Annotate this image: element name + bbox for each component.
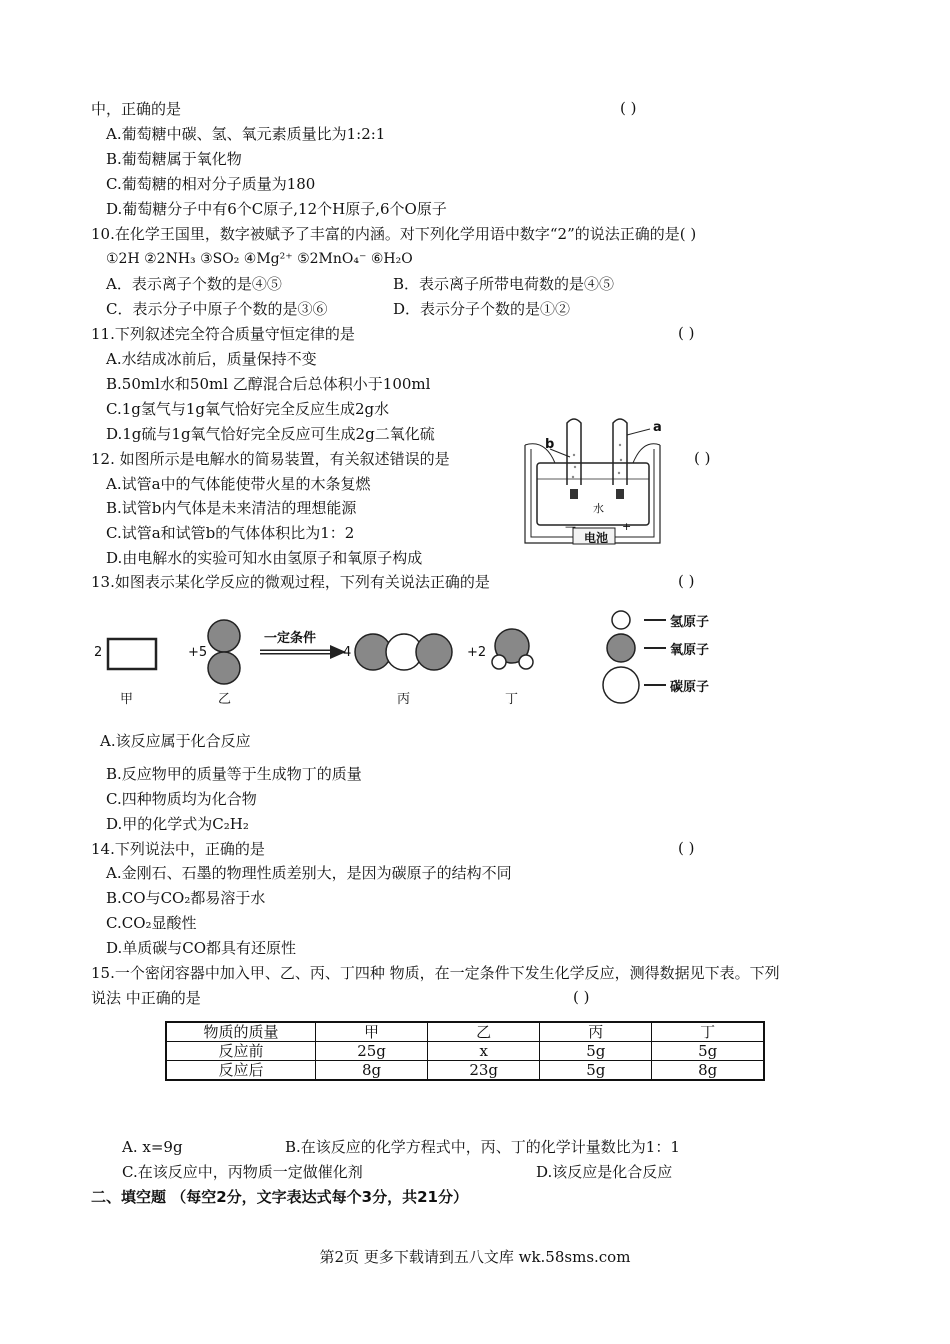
q11-option-c: C.1g氢气与1g氧气恰好完全反应生成2g水	[106, 400, 390, 418]
label-jia: 甲	[120, 692, 134, 707]
battery-plus: +	[622, 520, 632, 533]
q13-option-a: A.该反应属于化合反应	[100, 732, 251, 750]
battery-minus: —	[565, 520, 576, 533]
table-cell: 23g	[428, 1061, 540, 1081]
q12-option-c: C.试管a和试管b的气体体积比为1：2	[106, 524, 355, 542]
q13-option-d: D.甲的化学式为C₂H₂	[106, 815, 249, 833]
coef-jia: 2	[94, 645, 103, 660]
q12-paren: ( )	[694, 449, 711, 467]
table-header-cell: 甲	[316, 1022, 428, 1042]
q14-option-c: C.CO₂显酸性	[106, 914, 197, 932]
q14-stem: 14.下列说法中，正确的是	[91, 840, 265, 858]
table-header-cell: 丁	[652, 1022, 764, 1042]
q9-option-c: C.葡萄糖的相对分子质量为180	[106, 175, 316, 193]
q13-stem: 13.如图表示某化学反应的微观过程，下列有关说法正确的是	[91, 573, 490, 591]
condition-label: 一定条件	[264, 631, 317, 646]
table-cell: 5g	[540, 1061, 652, 1081]
table-cell: x	[428, 1042, 540, 1061]
table-row	[166, 1061, 764, 1081]
legend-oxygen: 氧原子	[670, 643, 710, 658]
coef-yi: +5	[188, 645, 208, 660]
q11-paren: ( )	[678, 324, 695, 342]
q9-stem: 中，正确的是	[91, 100, 182, 118]
coef-ding: +2	[467, 645, 487, 660]
table-row	[166, 1042, 764, 1061]
water-label: 水	[593, 502, 604, 515]
table-cell: 反应前	[166, 1042, 316, 1061]
table-cell: 5g	[652, 1042, 764, 1061]
coef-bing: 4	[343, 645, 352, 660]
q11-option-a: A.水结成冰前后，质量保持不变	[106, 350, 317, 368]
table-cell: 5g	[540, 1042, 652, 1061]
legend-hydrogen: 氢原子	[670, 615, 710, 630]
q15-option-b: B.在该反应的化学方程式中，丙、丁的化学计量数比为1：1	[285, 1138, 680, 1156]
q13-option-b: B.反应物甲的质量等于生成物丁的质量	[106, 765, 362, 783]
q9-option-a: A.葡萄糖中碳、氢、氧元素质量比为1:2:1	[106, 125, 386, 143]
table-cell: 反应后	[166, 1061, 316, 1081]
q12-option-b: B.试管b内气体是未来清洁的理想能源	[106, 499, 357, 517]
q14-option-b: B.CO与CO₂都易溶于水	[106, 889, 266, 907]
table-cell: 8g	[316, 1061, 428, 1081]
label-bing: 丙	[397, 692, 411, 707]
table-header-cell: 物质的质量	[166, 1022, 316, 1042]
table-header-cell: 乙	[428, 1022, 540, 1042]
q10-symbols: ①2H ②2NH₃ ③SO₂ ④Mg²⁺ ⑤2MnO₄⁻ ⑥H₂O	[106, 251, 413, 267]
table-cell: 8g	[652, 1061, 764, 1081]
mass-data-table	[165, 1021, 765, 1081]
q9-option-d: D.葡萄糖分子中有6个C原子,12个H原子,6个O原子	[106, 200, 447, 218]
tube-b-label: b	[545, 437, 555, 452]
page-footer: 第2页 更多下载请到五八文库 wk.58sms.com	[319, 1248, 631, 1266]
label-ding: 丁	[505, 692, 519, 707]
q12-stem: 12. 如图所示是电解水的简易装置，有关叙述错误的是	[91, 450, 450, 468]
table-header-cell: 丙	[540, 1022, 652, 1042]
q12-option-d: D.由电解水的实验可知水由氢原子和氧原子构成	[106, 549, 423, 567]
battery-label: 电池	[584, 531, 609, 545]
q15-option-a: A. x=9g	[122, 1138, 183, 1156]
q11-option-b: B.50ml水和50ml 乙醇混合后总体积小于100ml	[106, 375, 431, 393]
q15-option-c: C.在该反应中，丙物质一定做催化剂	[122, 1163, 363, 1181]
q15-stem-line1: 15.一个密闭容器中加入甲、乙、丙、丁四种 物质，在一定条件下发生化学反应，测得数据见下表。下列	[91, 964, 780, 982]
q13-paren: ( )	[678, 572, 695, 590]
section-heading: 二、填空题 （每空2分，文字表达式每个3分，共21分）	[91, 1188, 468, 1206]
table-cell: 25g	[316, 1042, 428, 1061]
q11-stem: 11.下列叙述完全符合质量守恒定律的是	[91, 325, 355, 343]
q9-paren: ( )	[620, 99, 637, 117]
q10-option-a: A．表示离子个数的是④⑤	[106, 275, 282, 293]
q10-option-b: B．表示离子所带电荷数的是④⑤	[393, 275, 615, 293]
q15-option-d: D.该反应是化合反应	[536, 1163, 673, 1181]
q14-paren: ( )	[678, 839, 695, 857]
tube-a-label: a	[653, 420, 662, 435]
legend-carbon: 碳原子	[670, 680, 710, 695]
q14-option-a: A.金刚石、石墨的物理性质差别大，是因为碳原子的结构不同	[106, 864, 512, 882]
q15-stem-line2: 说法 中正确的是	[91, 989, 201, 1007]
q10-stem: 10.在化学王国里，数字被赋予了丰富的内涵。对下列化学用语中数字“2”的说法正确的是( )	[91, 225, 697, 243]
q13-option-c: C.四种物质均为化合物	[106, 790, 257, 808]
q15-paren: ( )	[573, 988, 590, 1006]
q14-option-d: D.单质碳与CO都具有还原性	[106, 939, 297, 957]
table-header-row	[166, 1022, 764, 1042]
q11-option-d: D.1g硫与1g氧气恰好完全反应可生成2g二氧化硫	[106, 425, 435, 443]
q9-option-b: B.葡萄糖属于氧化物	[106, 150, 242, 168]
q12-option-a: A.试管a中的气体能使带火星的木条复燃	[106, 475, 371, 493]
label-yi: 乙	[218, 692, 232, 707]
q10-option-d: D．表示分子个数的是①②	[393, 300, 571, 318]
q10-option-c: C．表示分子中原子个数的是③⑥	[106, 300, 328, 318]
